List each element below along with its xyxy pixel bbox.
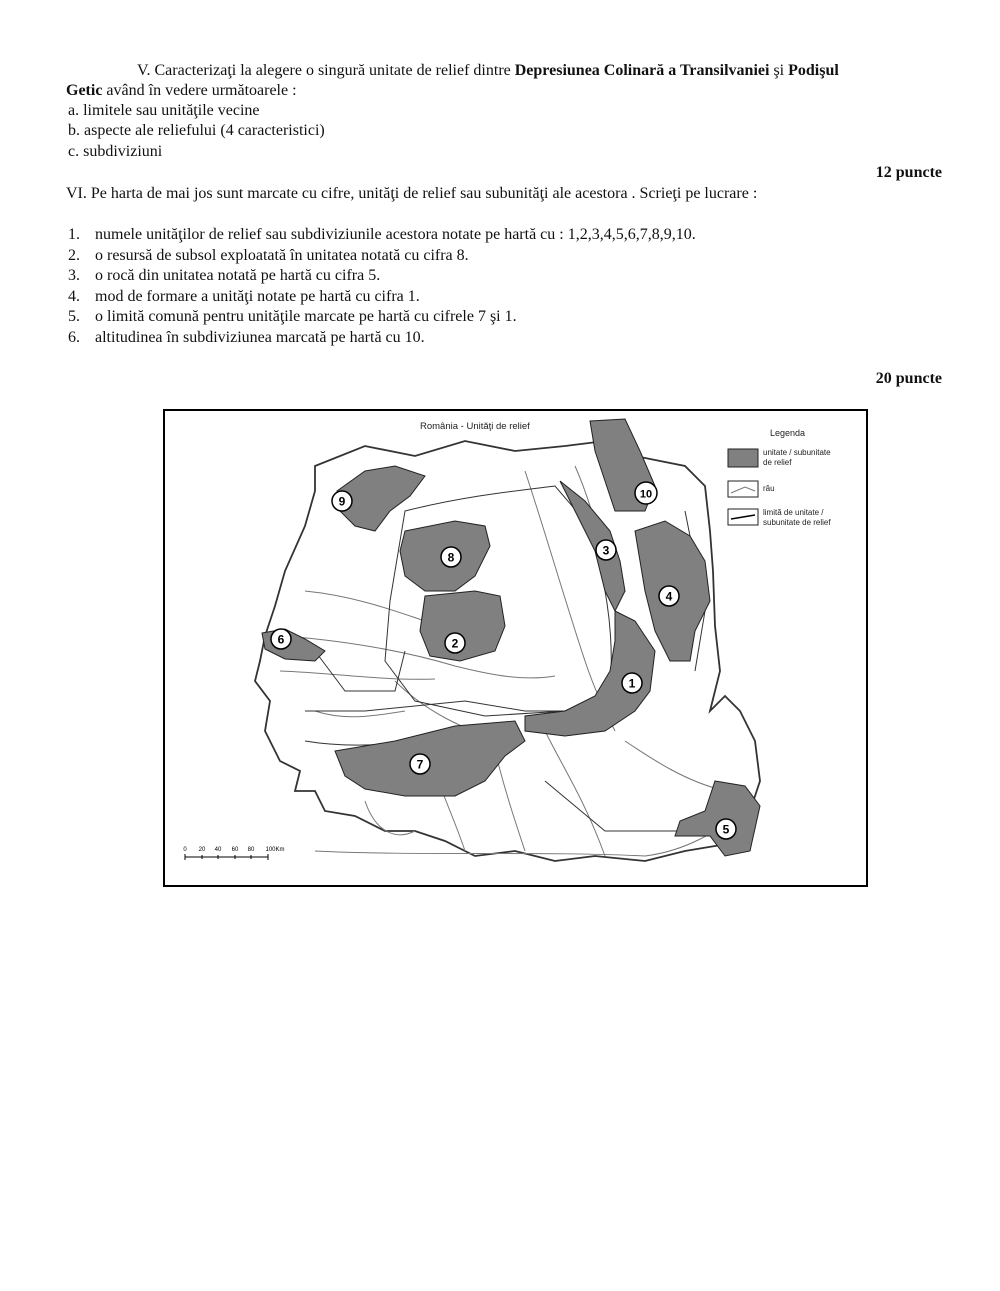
- section-v-item-c: c. subdiviziuni: [68, 143, 163, 160]
- legend-river-swatch: [728, 481, 758, 497]
- section-v-line-2: Getic având în vedere următoarele :: [66, 82, 297, 99]
- legend-title: Legenda: [770, 428, 806, 438]
- task-item: 3. o rocă din unitatea notată pe hartă cu cifra 5.: [68, 267, 381, 284]
- svg-text:3: 3: [602, 543, 610, 558]
- marker-2: [445, 633, 465, 653]
- svg-text:8: 8: [447, 550, 455, 565]
- marker-10: [635, 482, 657, 504]
- svg-text:5: 5: [722, 822, 730, 837]
- marker-4: [659, 586, 679, 606]
- legend-limit-label-2: subunitate de relief: [763, 518, 831, 527]
- scale-label: 40: [214, 847, 222, 853]
- bold-term-getic: Getic: [66, 82, 103, 99]
- svg-text:7: 7: [416, 757, 424, 772]
- map-legend: [728, 428, 831, 527]
- marker-5: [716, 819, 736, 839]
- section-vi-points: 20 puncte: [875, 370, 942, 387]
- legend-limit-label-1: limită de unitate /: [763, 508, 824, 517]
- section-v-line-1: V. Caracterizaţi la alegere o singură unitate de relief dintre Depresiunea Colinară a Transilvaniei şi Podişul: [137, 62, 839, 79]
- relief-map-svg: [165, 411, 866, 885]
- scale-label: 100Km: [265, 847, 285, 853]
- scale-label: 60: [231, 847, 239, 853]
- task-item: 2. o resursă de subsol exploatată în unitatea notată cu cifra 8.: [68, 246, 469, 264]
- section-v-item-a: a. limitele sau unităţile vecine: [68, 102, 260, 119]
- section-v-points: 12 puncte: [875, 164, 942, 181]
- legend-river-label: râu: [763, 484, 775, 493]
- relief-map: [163, 409, 868, 887]
- scale-label: 0: [183, 847, 187, 853]
- section-v-item-b: b. aspecte ale reliefului (4 caracteristici): [68, 122, 325, 139]
- svg-text:10: 10: [639, 488, 653, 501]
- legend-unit-label-1: unitate / subunitate: [763, 448, 831, 457]
- marker-3: [596, 540, 616, 560]
- svg-text:4: 4: [665, 589, 673, 604]
- marker-9: [332, 491, 352, 511]
- legend-unit-swatch: [728, 449, 758, 467]
- task-item: 4. mod de formare a unităţi notate pe hartă cu cifra 1.: [68, 287, 420, 305]
- task-item: 6. altitudinea în subdiviziunea marcată pe hartă cu 10.: [68, 328, 425, 346]
- section-vi-task-list: [68, 225, 696, 348]
- scale-label: 80: [247, 847, 255, 853]
- bold-term-transilvania: Depresiunea Colinară a Transilvaniei: [514, 62, 770, 79]
- marker-7: [410, 754, 430, 774]
- marker-8: [441, 547, 461, 567]
- scale-label: 20: [198, 847, 206, 853]
- marker-6: [271, 629, 291, 649]
- svg-text:2: 2: [451, 636, 459, 651]
- marker-1: [622, 673, 642, 693]
- bold-term-podisul: Podişul: [788, 62, 839, 79]
- legend-unit-label-2: de relief: [763, 458, 792, 467]
- section-vi-intro: VI. Pe harta de mai jos sunt marcate cu cifre, unităţi de relief sau subunităţi ale acestora . Scrieţi pe lucrare :: [66, 185, 758, 202]
- svg-text:9: 9: [338, 494, 346, 509]
- scale-bar: [183, 847, 284, 860]
- map-title: România - Unităţi de relief: [420, 421, 530, 432]
- task-item: 1. numele unităţilor de relief sau subdiviziunile acestora notate pe hartă cu : 1,2,3,4,5,6,7,8,9,10.: [68, 226, 696, 243]
- svg-text:6: 6: [277, 632, 285, 647]
- task-item: 5. o limită comună pentru unităţile marcate pe hartă cu cifrele 7 şi 1.: [68, 308, 517, 325]
- svg-text:1: 1: [628, 676, 636, 691]
